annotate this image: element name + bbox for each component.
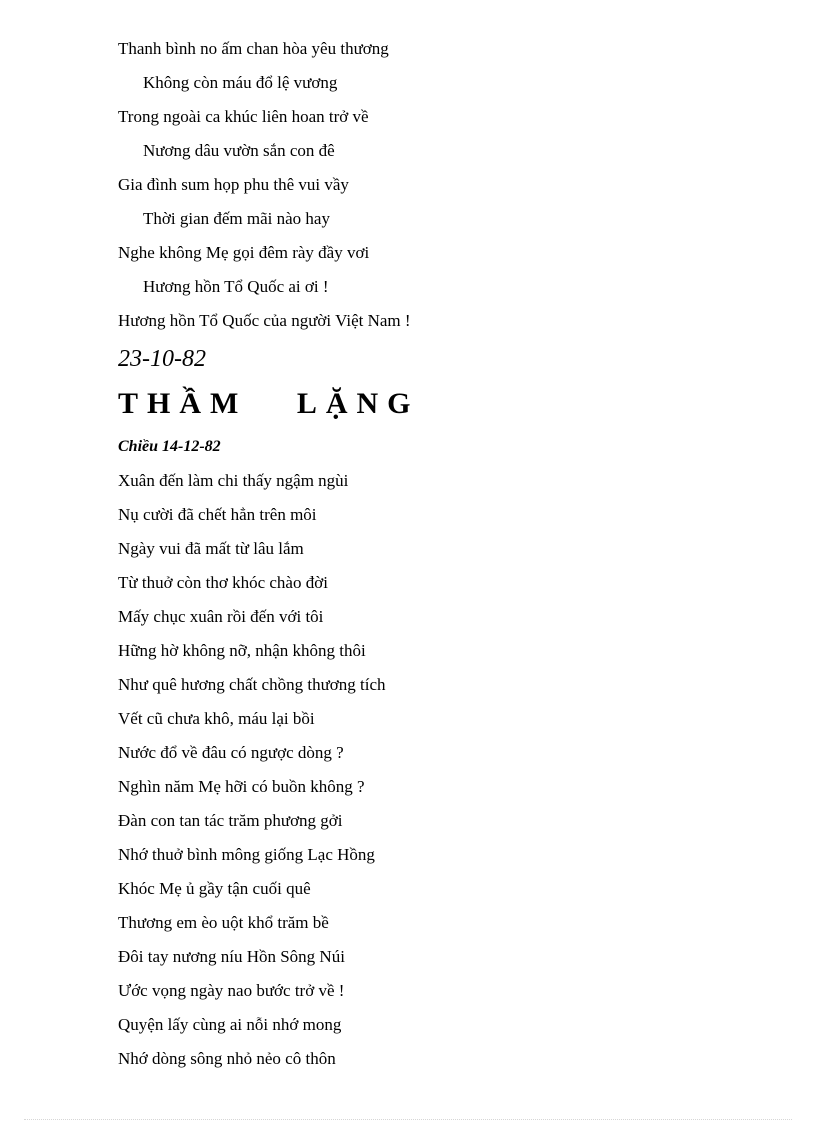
- verse-line: Hương hồn Tổ Quốc của người Việt Nam !: [118, 311, 411, 330]
- verse-line: Ước vọng ngày nao bước trở về !: [118, 981, 345, 1000]
- verse-line: Nghe không Mẹ gọi đêm rày đầy vơi: [118, 243, 370, 262]
- verse-line: Đàn con tan tác trăm phương gởi: [118, 811, 343, 830]
- verse-line: Xuân đến làm chi thấy ngậm ngùi: [118, 471, 349, 490]
- poem-title: THẦM LẶNG: [118, 387, 420, 420]
- verse-line: Đôi tay nương níu Hồn Sông Núi: [118, 947, 345, 966]
- verse-line: Hương hồn Tổ Quốc ai ơi !: [143, 277, 329, 296]
- verse-line: Nụ cười đã chết hẳn trên môi: [118, 505, 317, 524]
- verse-line: Thời gian đếm mãi nào hay: [143, 209, 330, 228]
- verse-line: Vết cũ chưa khô, máu lại bồi: [118, 709, 315, 728]
- verse-line: Gia đình sum họp phu thê vui vầy: [118, 175, 349, 194]
- verse-line: Từ thuở còn thơ khóc chào đời: [118, 573, 328, 592]
- verse-line: Như quê hương chất chồng thương tích: [118, 675, 386, 694]
- poem-subtitle: Chiều 14-12-82: [118, 438, 221, 455]
- verse-line: Không còn máu đổ lệ vương: [143, 73, 338, 92]
- verse-line: Trong ngoài ca khúc liên hoan trở về: [118, 107, 369, 126]
- verse-line: Thanh bình no ấm chan hòa yêu thương: [118, 39, 389, 58]
- page-bottom-rule: [24, 1119, 792, 1120]
- poem-date: 23-10-82: [118, 346, 206, 372]
- verse-line: Nước đổ về đâu có ngược dòng ?: [118, 743, 344, 762]
- verse-line: Khóc Mẹ ủ gầy tận cuối quê: [118, 879, 311, 898]
- verse-line: Thương em èo uột khổ trăm bề: [118, 913, 329, 932]
- verse-line: Mấy chục xuân rồi đến với tôi: [118, 607, 324, 626]
- verse-line: Nhớ thuở bình mông giống Lạc Hồng: [118, 845, 375, 864]
- verse-line: Nhớ dòng sông nhỏ nẻo cô thôn: [118, 1049, 336, 1068]
- verse-line: Ngày vui đã mất từ lâu lắm: [118, 539, 304, 558]
- verse-line: Quyện lấy cùng ai nỗi nhớ mong: [118, 1015, 342, 1034]
- verse-line: Hững hờ không nỡ, nhận không thôi: [118, 641, 366, 660]
- verse-line: Nghìn năm Mẹ hỡi có buồn không ?: [118, 777, 365, 796]
- verse-line: Nương dâu vườn sắn con đê: [143, 141, 335, 160]
